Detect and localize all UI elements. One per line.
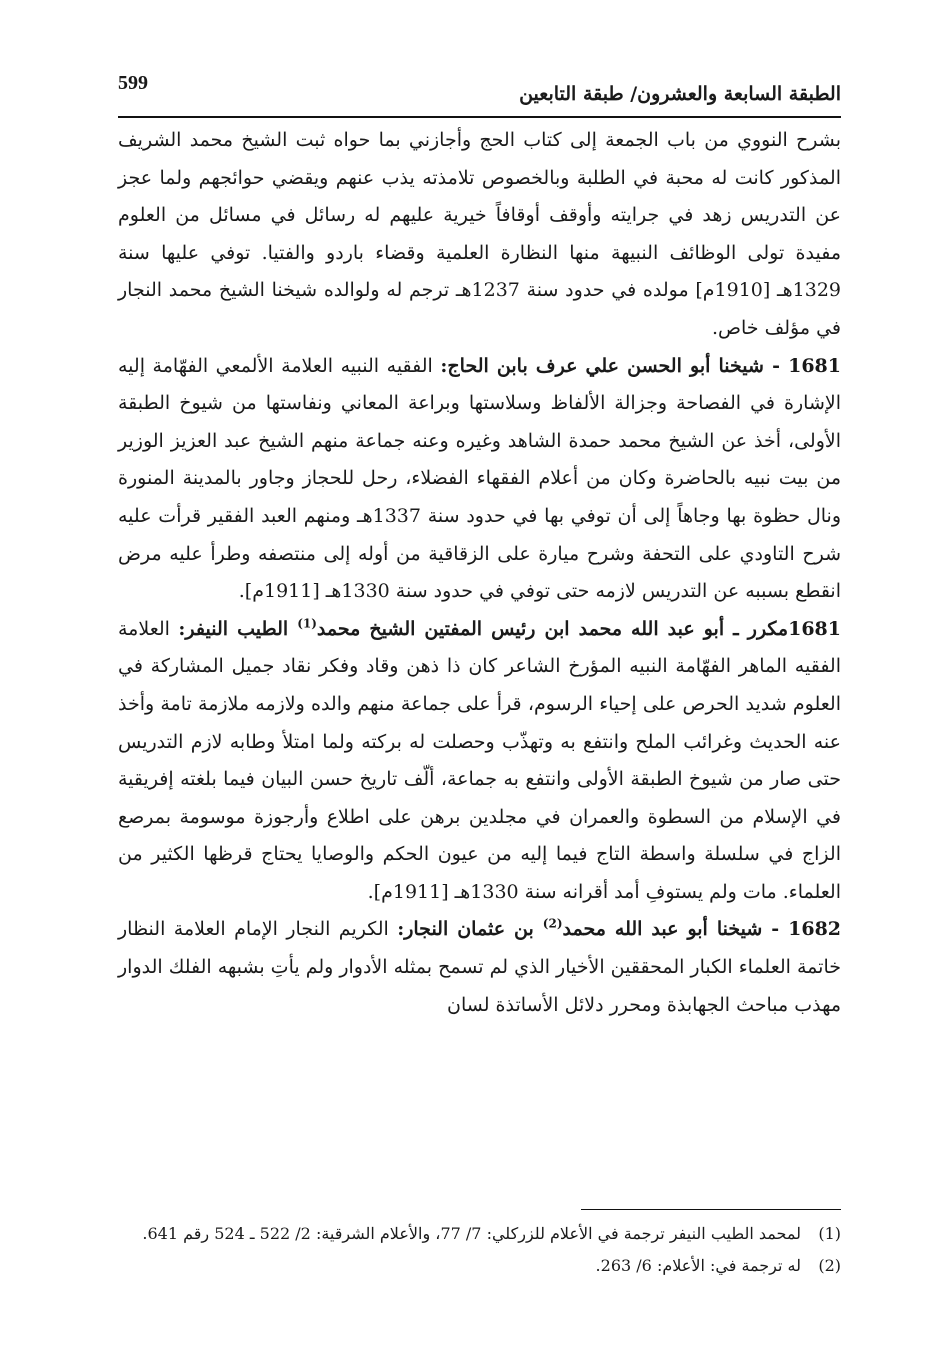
footnote-1: [118, 1218, 841, 1250]
footnote-number: (2): [818, 1256, 841, 1275]
entry-text: الفقيه النبيه العلامة الألمعي الفهّامة إليه الإشارة في الفصاحة وجزالة الألفاظ وسلاستها وبراعة المعاني ونفاستها من شيوخ الطبقة الأولى، أخذ عن الشيخ محمد حمدة الشاهد وغيره وعنه جماعة منهم الشيخ عبد العزيز الوزير من بيت نبيه بالحاضرة وكان من أعلام الفقهاء الفضلاء، رحل للحجاز وجاور بالمدينة المنورة ونال حظوة بها وجاهاً إلى أن توفي بها في حدود سنة 1337هـ ومنهم العبد الفقير قرأت عليه شرح التاودي على التحفة وشرح ميارة على الزقاقية من أوله إلى منتصفه وطرأ عليه مرض انقطع بسببه عن التدريس لازمه حتى توفي في حدود سنة 1330هـ [1911م].: [118, 354, 841, 603]
paragraph-continuation: [118, 122, 841, 348]
footnote-2: [118, 1250, 841, 1282]
entry-heading-cont: بن عثمان النجار:: [397, 918, 543, 941]
footnotes: [118, 1218, 841, 1282]
entry-1681-repeat: [118, 611, 841, 912]
entry-heading: 1681مكرر ـ أبو عبد الله محمد ابن رئيس المفتين الشيخ محمد: [316, 617, 841, 640]
entry-heading: 1682 - شيخنا أبو عبد الله محمد: [562, 918, 842, 941]
footnote-ref-1[interactable]: (1): [297, 616, 317, 631]
entry-1681: [118, 348, 841, 611]
entry-heading-cont: الطيب النيفر:: [178, 617, 298, 640]
entry-1682: [118, 911, 841, 1024]
entry-text: الكريم النجار الإمام العلامة النظار خاتمة العلماء الكبار المحققين الأخيار الذي لم تسمح بمثله الأدوار ولم يأتِ بشبهه الفلك الدوار مهذب مباحث الجهابذة ومحرر دلائل الأساتذة لسان: [118, 918, 841, 1016]
footnote-ref-2[interactable]: (2): [542, 917, 563, 932]
footnote-text: له ترجمة في: الأعلام: 6/ 263.: [595, 1256, 801, 1275]
entry-heading: 1681 - شيخنا أبو الحسن علي عرف بابن الحاج:: [440, 354, 841, 377]
entry-text: العلامة الفقيه الماهر الفهّامة النبيه المؤرخ الشاعر كان ذا ذهن وقاد وفكر نقاد جميل المشاركة في العلوم شديد الحرص على إحياء الرسوم، قرأ على جماعة منهم والده ولازمه ملازمة تامة وأخذ عنه الحديث وغرائب الملح وانتفع به وتهذّب وحصلت له بركته ولما امتلأ وطابه لازم التدريس حتى صار من شيوخ الطبقة الأولى وانتفع به جماعة، ألّف تاريخ حسن البيان فيما بلغته إفريقية في الإسلام من السطوة والعمران في مجلدين برهن على اطلاع وأرجوزة موسومة بمرصع الزاج في سلسلة واسطة التاج فيما إليه من عيون الحكم والوصايا يحتاج قرظها الكثير من العلماء. مات ولم يستوفِ أمد أقرانه سنة 1330هـ [1911م].: [118, 617, 841, 903]
header-rule: [118, 116, 841, 118]
running-header-title: الطبقة السابعة والعشرون/ طبقة التابعين: [519, 83, 841, 106]
footnote-text: لمحمد الطيب النيفر ترجمة في الأعلام للزركلي: 7/ 77، والأعلام الشرقية: 2/ 522 ـ 524 رقم 641.: [142, 1224, 801, 1243]
footnote-rule: [581, 1209, 841, 1210]
body-text: [118, 122, 841, 1024]
running-header: [118, 64, 841, 112]
paragraph-text: بشرح النووي من باب الجمعة إلى كتاب الحج وأجازني بما حواه ثبت الشيخ محمد الشريف المذكور كانت له محبة في الطلبة وبالخصوص تلامذته يذب عنهم ويقضي حوائجهم ولما عجز عن التدريس زهد في جرايته وأوقف أوقافاً خيرية عليهم له رسائل في مسائل من العلوم مفيدة تولى الوظائف النبيهة منها النظارة العلمية وقضاء باردو والفتيا. توفي عليها سنة 1329هـ [1910م] مولده في حدود سنة 1237هـ ترجم له ولوالده شيخنا الشيخ محمد النجار في مؤلف خاص.: [118, 129, 841, 339]
footnote-number: (1): [818, 1224, 841, 1243]
page-number: 599: [118, 72, 148, 94]
